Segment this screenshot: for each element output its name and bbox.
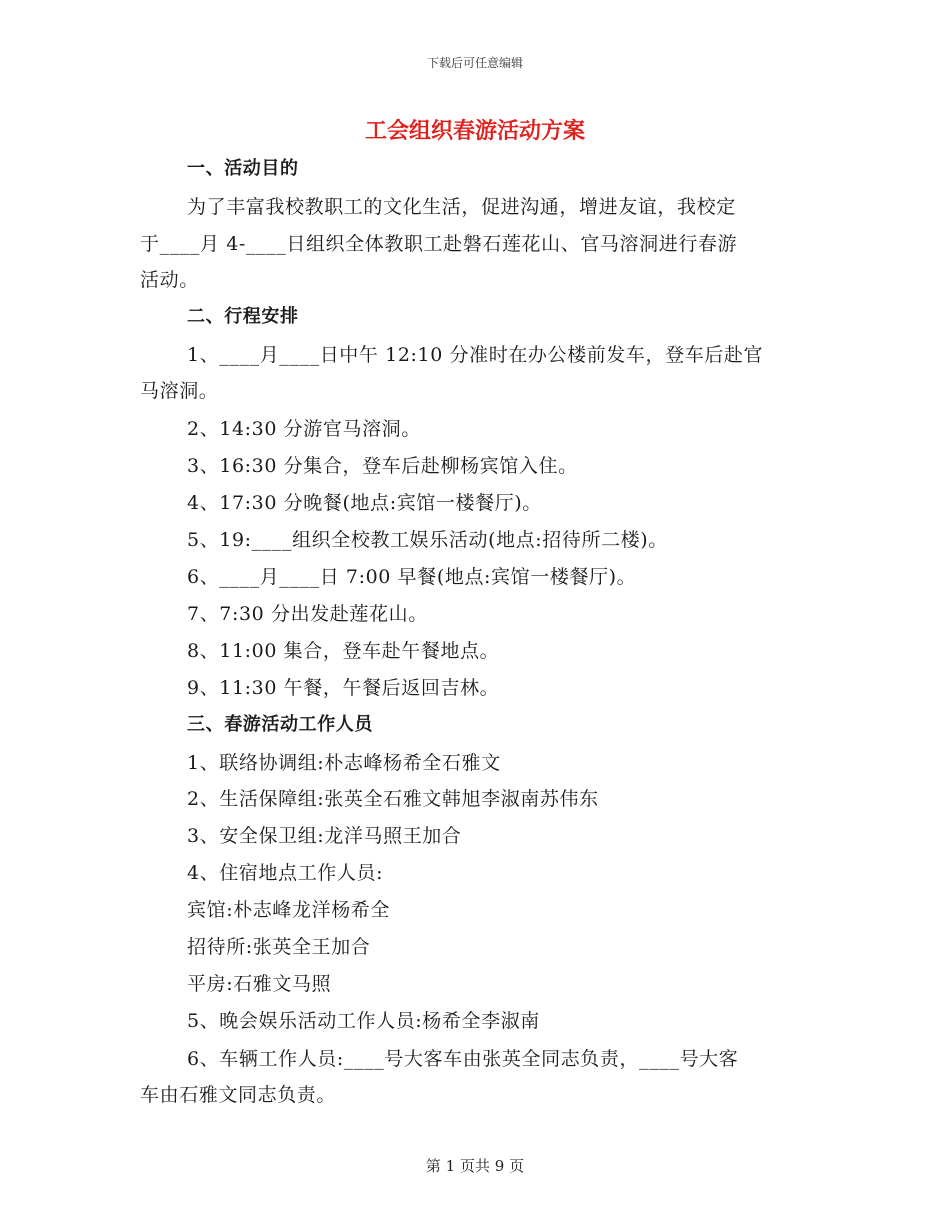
list-item: 9、11:30 午餐，午餐后返回吉林。 [187, 677, 500, 699]
page-number-footer: 第 1 页共 9 页 [425, 1157, 525, 1175]
list-item: 6、车辆工作人员:____号大客车由张英全同志负责，____号大客 [187, 1048, 739, 1070]
list-item: 1、____月____日中午 12:10 分准时在办公楼前发车，登车后赴官 [187, 344, 764, 366]
list-item-continued: 马溶洞。 [140, 380, 219, 402]
paragraph-line: 于____月 4-____日组织全体教职工赴磐石莲花山、官马溶洞进行春游 [140, 233, 738, 255]
section-heading-staff: 三、春游活动工作人员 [187, 714, 373, 735]
list-item: 5、19:____组织全校教工娱乐活动(地点:招待所二楼)。 [187, 529, 668, 551]
list-item: 4、17:30 分晚餐(地点:宾馆一楼餐厅)。 [187, 492, 542, 514]
list-item: 4、住宿地点工作人员: [187, 862, 384, 884]
list-item: 3、安全保卫组:龙洋马照王加合 [187, 825, 462, 847]
list-item: 1、联络协调组:朴志峰杨希全石雅文 [187, 752, 501, 774]
paragraph-line: 活动。 [140, 269, 199, 291]
list-item: 5、晚会娱乐活动工作人员:杨希全李淑南 [187, 1010, 540, 1032]
list-item: 8、11:00 集合，登车赴午餐地点。 [187, 640, 500, 662]
list-subitem: 宾馆:朴志峰龙洋杨希全 [187, 899, 391, 921]
list-item: 3、16:30 分集合，登车后赴柳杨宾馆入住。 [187, 455, 578, 477]
list-item: 2、14:30 分游官马溶洞。 [187, 418, 421, 440]
section-heading-purpose: 一、活动目的 [187, 158, 299, 179]
page-header-note: 下载后可任意编辑 [426, 56, 523, 70]
list-subitem: 平房:石雅文马照 [187, 973, 332, 995]
list-item: 2、生活保障组:张英全石雅文韩旭李淑南苏伟东 [187, 788, 599, 810]
section-heading-schedule: 二、行程安排 [187, 306, 299, 327]
document-title: 工会组织春游活动方案 [364, 119, 585, 144]
list-item: 6、____月____日 7:00 早餐(地点:宾馆一楼餐厅)。 [187, 566, 637, 588]
list-item-continued: 车由石雅文同志负责。 [140, 1084, 337, 1106]
paragraph-line: 为了丰富我校教职工的文化生活，促进沟通，增进友谊，我校定 [187, 196, 736, 218]
list-subitem: 招待所:张英全王加合 [187, 936, 371, 958]
list-item: 7、7:30 分出发赴莲花山。 [187, 603, 428, 625]
